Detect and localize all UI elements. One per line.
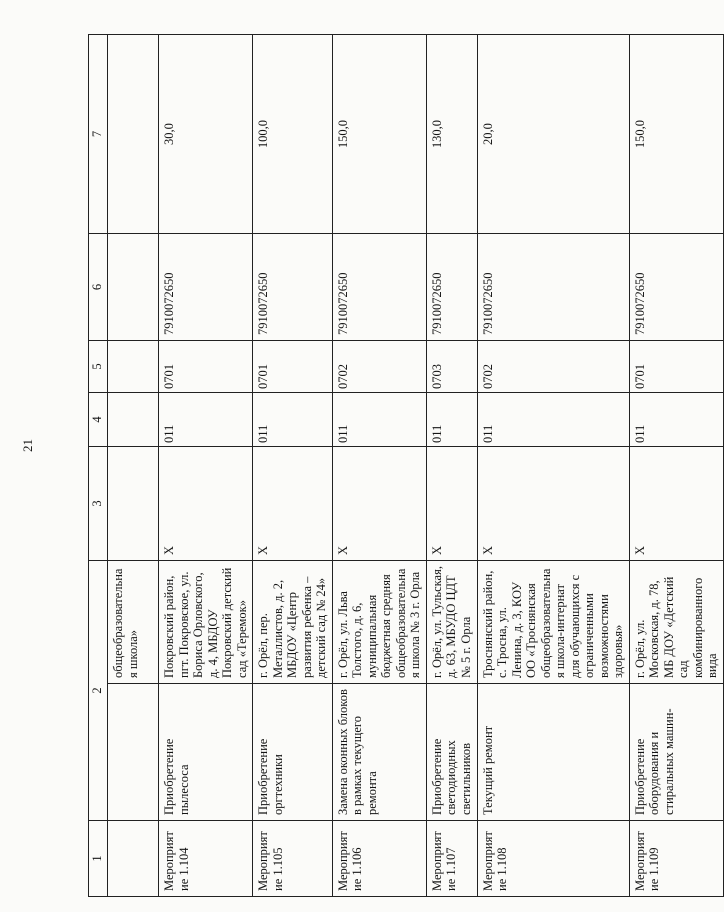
cell-name: Приобретение оргтехники xyxy=(253,684,333,821)
cell-amount: 150,0 xyxy=(629,35,723,234)
cell-mark: X xyxy=(159,447,253,561)
cell-name: Приобретение светодиодных светильников xyxy=(426,684,477,821)
cell-mark: X xyxy=(426,447,477,561)
cell-csr: 7910072650 xyxy=(332,234,426,341)
cell-mark: X xyxy=(253,447,333,561)
cell-section: 0701 xyxy=(629,341,723,393)
table-row xyxy=(332,35,426,897)
cell-name: Текущий ремонт xyxy=(477,684,629,821)
cell-mark: X xyxy=(477,447,629,561)
cell-name: Замена оконных блоков в рамках текущего ремонта xyxy=(332,684,426,821)
cell-section: 0701 xyxy=(159,341,253,393)
cell-grbs: 011 xyxy=(253,393,333,447)
cell-name: Приобретение пылесоса xyxy=(159,684,253,821)
cell-csr: 7910072650 xyxy=(477,234,629,341)
table-row xyxy=(253,35,333,897)
cell-section: 0702 xyxy=(332,341,426,393)
cell-address: г. Орёл, ул. Тульская, д. 63, МБУДО ЦДТ № 5 г. Орла xyxy=(426,561,477,684)
table-row xyxy=(426,35,477,897)
cell-address: общеобразовательная школа» xyxy=(108,561,159,684)
cell-section: 0701 xyxy=(253,341,333,393)
cell-amount: 30,0 xyxy=(159,35,253,234)
header-cell: 7 xyxy=(89,35,108,234)
cell-section xyxy=(108,341,159,393)
cell-section: 0703 xyxy=(426,341,477,393)
cell-mark xyxy=(108,447,159,561)
cell-id xyxy=(108,821,159,897)
cell-amount: 130,0 xyxy=(426,35,477,234)
cell-mark: X xyxy=(332,447,426,561)
table-row xyxy=(159,35,253,897)
header-cell: 3 xyxy=(89,447,108,561)
cell-csr: 7910072650 xyxy=(426,234,477,341)
cell-id: Мероприятие 1.104 xyxy=(159,821,253,897)
cell-amount: 20,0 xyxy=(477,35,629,234)
cell-address: Троснянский район, с. Тросна, ул. Ленина, д. 3, КОУ ОО «Троснянская общеобразовательная школа-интернат для обучающихся с ограниченными возможностями здоровья» xyxy=(477,561,629,684)
measures-table xyxy=(88,34,724,897)
cell-mark: X xyxy=(629,447,723,561)
cell-csr: 7910072650 xyxy=(159,234,253,341)
cell-csr xyxy=(108,234,159,341)
cell-address: Покровский район, пгт. Покровское, ул. Бориса Орловского, д. 4, МБДОУ Покровский детский сад «Теремок» xyxy=(159,561,253,684)
cell-grbs xyxy=(108,393,159,447)
header-cell: 6 xyxy=(89,234,108,341)
continuation-row xyxy=(108,35,159,897)
cell-grbs: 011 xyxy=(477,393,629,447)
cell-grbs: 011 xyxy=(332,393,426,447)
cell-id: Мероприятие 1.108 xyxy=(477,821,629,897)
cell-amount xyxy=(108,35,159,234)
rotated-table-wrapper xyxy=(88,35,719,897)
cell-csr: 7910072650 xyxy=(253,234,333,341)
table-row xyxy=(477,35,629,897)
cell-name xyxy=(108,684,159,821)
cell-address: г. Орёл, пер. Металлистов, д. 2, МБДОУ «Центр развития ребенка – детский сад № 24» xyxy=(253,561,333,684)
header-cell: 1 xyxy=(89,821,108,897)
cell-section: 0702 xyxy=(477,341,629,393)
header-cell: 5 xyxy=(89,341,108,393)
cell-amount: 100,0 xyxy=(253,35,333,234)
cell-address: г. Орёл, ул. Льва Толстого, д. 6, муниципальная бюджетная средняя общеобразовательная школа № 3 г. Орла xyxy=(332,561,426,684)
header-cell: 4 xyxy=(89,393,108,447)
table-row xyxy=(629,35,723,897)
cell-grbs: 011 xyxy=(629,393,723,447)
cell-grbs: 011 xyxy=(426,393,477,447)
cell-id: Мероприятие 1.107 xyxy=(426,821,477,897)
header-row xyxy=(89,35,108,897)
header-cell: 2 xyxy=(89,561,108,821)
cell-name: Приобретение оборудования и стиральных машин- xyxy=(629,684,723,821)
page-number: 21 xyxy=(20,439,35,452)
cell-amount: 150,0 xyxy=(332,35,426,234)
cell-csr: 7910072650 xyxy=(629,234,723,341)
cell-id: Мероприятие 1.105 xyxy=(253,821,333,897)
cell-grbs: 011 xyxy=(159,393,253,447)
cell-id: Мероприятие 1.106 xyxy=(332,821,426,897)
cell-address: г. Орёл, ул. Московская, д. 78, МБ ДОУ «Детский сад комбинированного вида xyxy=(629,561,723,684)
cell-id: Мероприятие 1.109 xyxy=(629,821,723,897)
